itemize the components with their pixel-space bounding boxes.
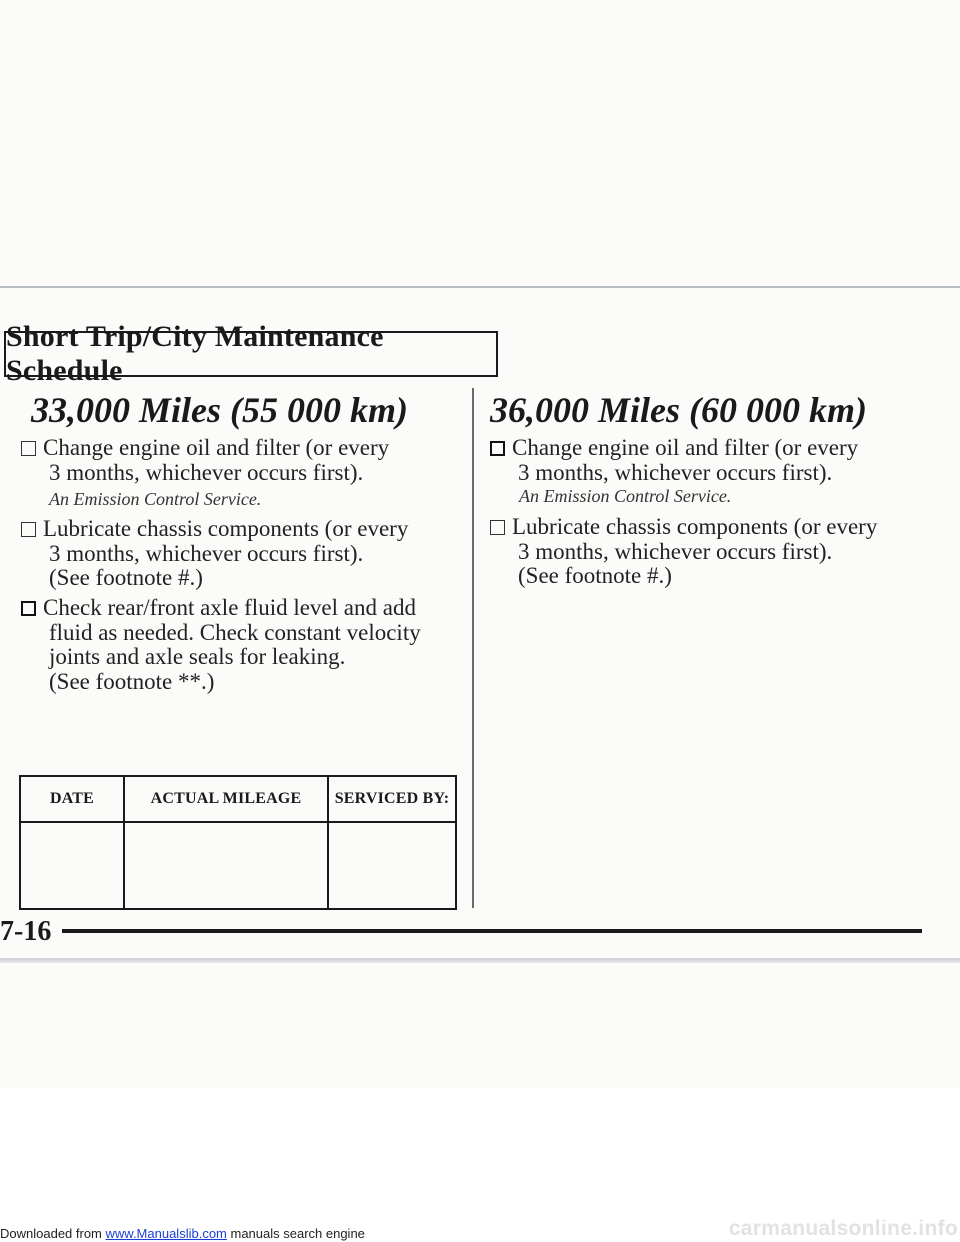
top-rule	[0, 286, 960, 288]
table-header-mileage: ACTUAL MILEAGE	[124, 776, 328, 822]
checkbox-icon[interactable]	[21, 441, 36, 456]
table-header-date: DATE	[20, 776, 124, 822]
left-emission-note: An Emission Control Service.	[49, 489, 262, 509]
table-header-serviced-by: SERVICED BY:	[328, 776, 456, 822]
manualslib-link[interactable]: www.Manualslib.com	[105, 1226, 227, 1241]
right-section-heading: 36,000 Miles (60 000 km)	[490, 390, 867, 430]
page-edge-shade	[0, 958, 960, 963]
download-footer: Downloaded from www.Manualslib.com manuals search engine	[0, 1226, 365, 1241]
watermark: carmanualsonline.info	[728, 1217, 958, 1240]
left-item-lubricate: Lubricate chassis components (or every 3 months, whichever occurs first). (See footnote #.)	[21, 517, 408, 591]
serviced-by-cell[interactable]	[328, 822, 456, 909]
table-row	[20, 822, 456, 909]
checkbox-icon[interactable]	[490, 520, 505, 535]
left-item-check-axle: Check rear/front axle fluid level and add fluid as needed. Check constant velocity joints and axle seals for leaking. (See footnote **.)	[21, 596, 421, 694]
left-item-change-oil: Change engine oil and filter (or every 3 months, whichever occurs first).	[21, 436, 389, 485]
right-item-change-oil: Change engine oil and filter (or every 3 months, whichever occurs first).	[490, 436, 858, 485]
date-cell[interactable]	[20, 822, 124, 909]
service-log-table	[19, 775, 457, 910]
left-section-heading: 33,000 Miles (55 000 km)	[31, 390, 408, 430]
page-title: Short Trip/City Maintenance Schedule	[4, 331, 498, 377]
page-number: 7-16	[0, 916, 52, 947]
right-emission-note: An Emission Control Service.	[519, 486, 732, 506]
footer-rule	[62, 929, 922, 933]
checkbox-icon[interactable]	[21, 601, 36, 616]
table-header-row	[20, 776, 456, 822]
checkbox-icon[interactable]	[490, 441, 505, 456]
checkbox-icon[interactable]	[21, 522, 36, 537]
mileage-cell[interactable]	[124, 822, 328, 909]
column-divider	[472, 388, 474, 908]
right-item-lubricate: Lubricate chassis components (or every 3 months, whichever occurs first). (See footnote #.)	[490, 515, 877, 589]
